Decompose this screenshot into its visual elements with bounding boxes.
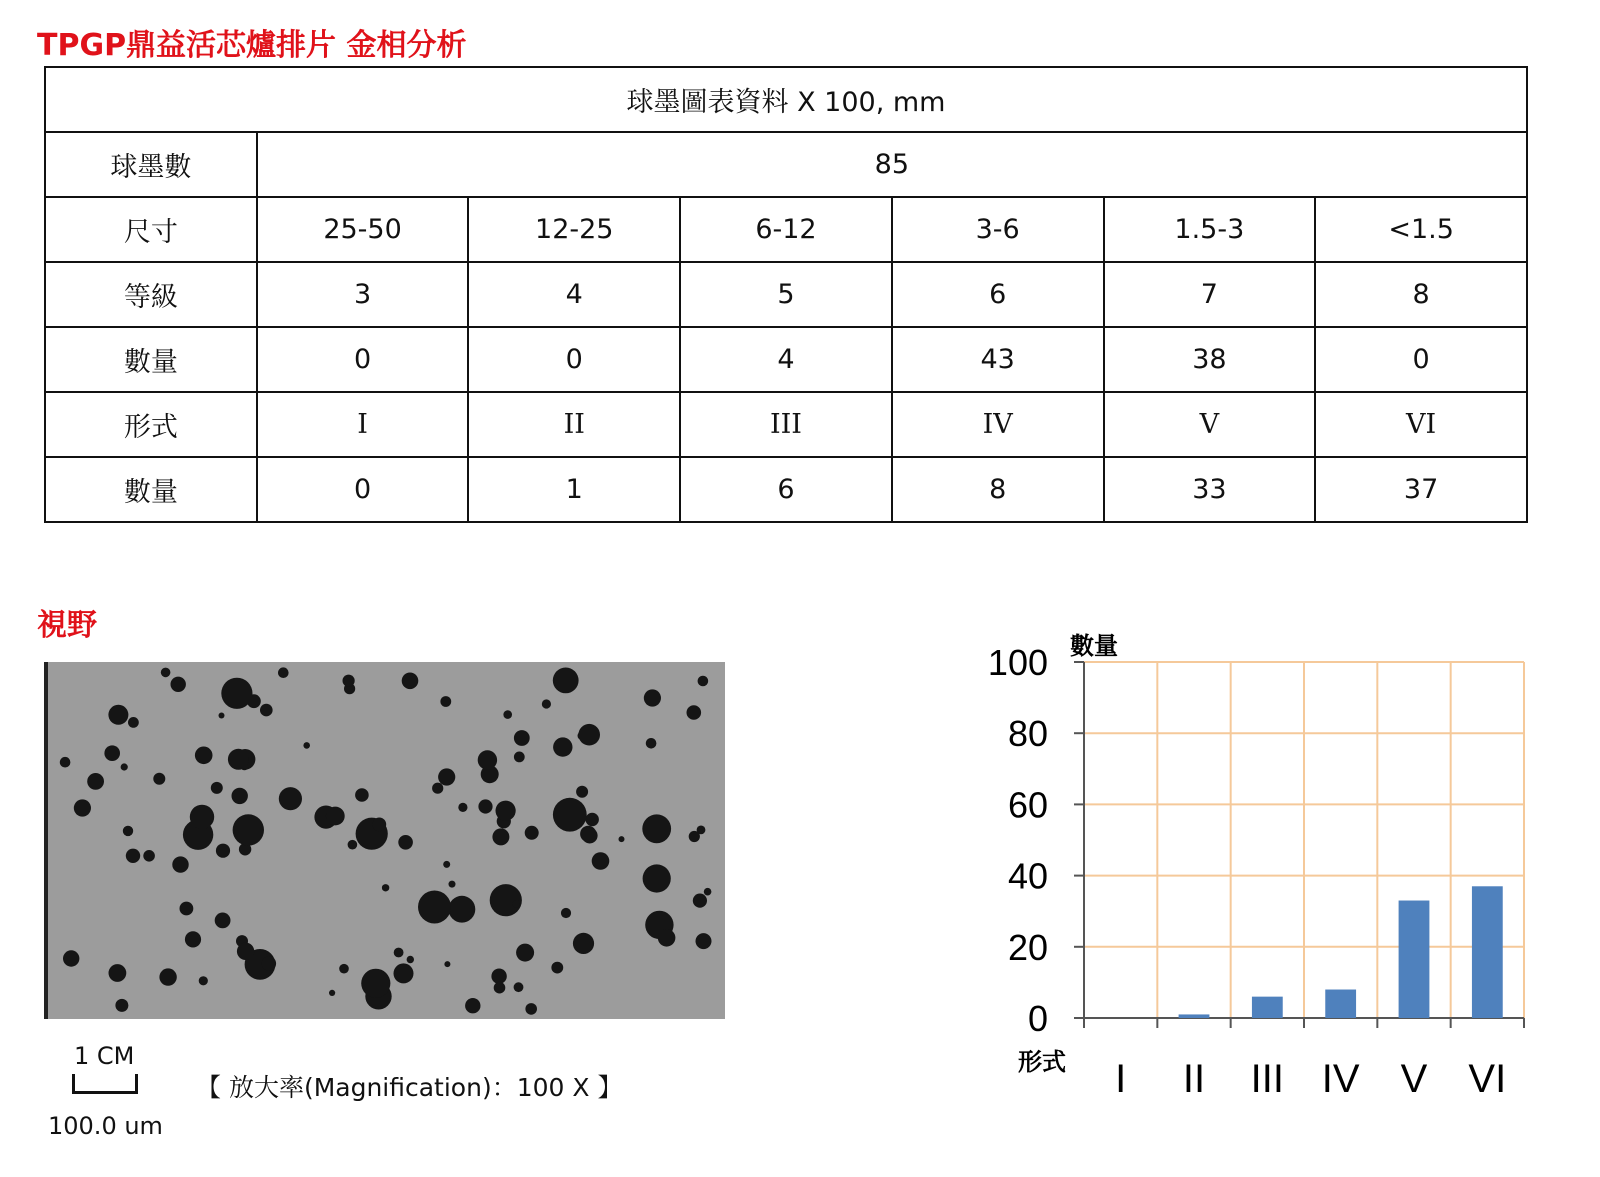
graphite-nodule [355,788,369,802]
row-label: 數量 [45,457,257,522]
table-row [45,327,1527,392]
graphite-nodule [582,828,598,844]
graphite-nodule [398,835,413,850]
graphite-nodule [643,864,671,892]
graphite-nodule [578,724,600,746]
graphite-nodule [211,782,223,794]
graphite-nodule [121,763,128,770]
table-cell: 4 [468,262,680,327]
graphite-nodule [418,891,451,924]
bar-V [1399,901,1430,1018]
table-cell: III [680,392,892,457]
graphite-nodule [219,713,225,719]
table-cell: V [1104,392,1316,457]
table-cell: 7 [1104,262,1316,327]
table-row [45,457,1527,522]
table-header-row [45,67,1527,132]
graphite-nodule [698,676,709,687]
graphite-nodule [525,1003,537,1015]
y-tick-label: 0 [1027,998,1048,1039]
bar-III [1252,997,1283,1018]
table-row [45,197,1527,262]
graphite-nodule [108,705,128,725]
graphite-nodule [172,856,188,872]
table-cell: 6 [892,262,1104,327]
graphite-nodule [561,908,571,918]
y-axis-label: 數量 [1070,632,1118,660]
graphite-nodule [237,943,254,960]
scale-label-top: 1 CM [74,1042,135,1070]
graphite-nodule [465,998,480,1013]
table-cell: 43 [892,327,1104,392]
graphite-nodule [443,861,450,868]
graphite-nodule [153,773,165,785]
y-tick-label: 60 [1007,784,1048,826]
graphite-nodule [199,976,208,985]
graphite-nodule [382,884,389,891]
graphite-nodule [394,963,414,983]
graphite-nodule [491,969,506,984]
row-label: 尺寸 [45,197,257,262]
graphite-nodule [348,840,358,850]
scale-label-bottom: 100.0 um [48,1112,163,1140]
x-tick-label: III [1250,1057,1285,1101]
graphite-nodule [123,826,133,836]
bar-IV [1325,990,1356,1018]
table-cell: 6-12 [680,197,892,262]
graphite-nodule [494,982,506,994]
table-row [45,392,1527,457]
field-of-view-title: 視野 [37,608,97,643]
graphite-nodule [221,678,252,709]
y-tick-label: 40 [1007,855,1048,897]
graphite-nodule [503,710,512,719]
table-row [45,132,1527,197]
graphite-nodule [394,948,404,958]
table-cell: 5 [680,262,892,327]
graphite-nodule [126,849,140,863]
graphite-nodule [63,950,79,966]
graphite-nodule [693,894,707,908]
x-tick-label: II [1182,1057,1206,1101]
table-cell: 3 [257,262,469,327]
bar-VI [1472,886,1503,1018]
y-tick-label: 80 [1007,713,1048,755]
graphite-nodule [228,749,249,770]
graphite-nodule [104,745,120,761]
micrograph-image [44,662,725,1019]
graphite-nodule [586,813,599,826]
table-header: 球墨圖表資料 X 100, mm [45,67,1527,132]
x-tick-label: I [1115,1057,1127,1101]
graphite-nodule [128,717,139,728]
graphite-nodule [159,968,176,985]
graphite-nodule [449,896,476,923]
table-cell: I [257,392,469,457]
graphite-nodule [329,990,335,996]
graphite-nodule [553,668,579,694]
table-cell: IV [892,392,1104,457]
graphite-nodule [232,788,248,804]
graphite-nodule [525,826,539,840]
table-cell: <1.5 [1315,197,1527,262]
table-cell: 0 [1315,327,1527,392]
table-cell: 1.5-3 [1104,197,1316,262]
table-cell: 1 [468,457,680,522]
graphite-nodule [339,964,349,974]
table-cell: II [468,392,680,457]
graphite-nodule [87,773,104,790]
row-label: 數量 [45,327,257,392]
table-row [45,262,1527,327]
graphite-nodule [195,747,213,765]
x-tick-label: IV [1321,1057,1360,1101]
table-cell: 37 [1315,457,1527,522]
table-cell: 0 [257,457,469,522]
y-tick-label: 20 [1007,926,1048,968]
scale-bar-icon [72,1074,138,1094]
graphite-nodule [115,999,128,1012]
graphite-nodule [60,757,71,768]
graphite-nodule [512,900,520,908]
graphite-nodule [496,801,516,821]
x-tick-label: VI [1468,1057,1507,1101]
graphite-nodule [440,696,451,707]
graphite-nodule [619,836,625,842]
table-cell: 8 [1315,262,1527,327]
graphite-nodule [642,814,671,843]
graphite-nodule [478,750,497,769]
graphite-nodule [689,831,700,842]
graphite-nodule [161,668,171,678]
graphite-nodule [542,699,551,708]
graphite-nodule [407,956,414,963]
graphite-nodule [687,705,702,720]
table-cell: 0 [257,327,469,392]
table-cell: 4 [680,327,892,392]
table-cell: 6 [680,457,892,522]
graphite-nodule [185,931,201,947]
table-cell: 0 [468,327,680,392]
graphite-data-table [44,66,1528,523]
row-label: 形式 [45,392,257,457]
graphite-nodule [704,888,712,896]
bar-II [1179,1014,1210,1018]
table-cell: 38 [1104,327,1316,392]
graphite-nodule [514,730,530,746]
magnification-label: 【 放大率(Magnification)：100 X 】 [196,1073,623,1102]
graphite-nodule [215,913,231,929]
graphite-nodule [343,675,355,687]
table-cell: 8 [892,457,1104,522]
graphite-nodule [326,807,345,826]
graphite-nodule [553,798,587,832]
graphite-nodule [576,786,588,798]
page-title: TPGP鼎益活芯爐排片 金相分析 [37,28,467,63]
graphite-nodule [260,704,273,717]
graphite-nodule [449,881,456,888]
graphite-nodule [444,961,450,967]
row-label: 等級 [45,262,257,327]
table-cell: 12-25 [468,197,680,262]
graphite-nodule [402,673,419,690]
graphite-nodule [478,799,492,813]
table-cell: 3-6 [892,197,1104,262]
graphite-nodule [514,752,525,763]
x-axis-label: 形式 [1018,1048,1066,1076]
graphite-nodule [646,738,657,749]
graphite-nodule [262,956,276,970]
graphite-nodule [372,818,386,832]
graphite-nodule [233,814,264,845]
x-tick-label: V [1400,1057,1428,1101]
graphite-nodule [438,768,455,785]
graphite-nodule [278,667,289,678]
graphite-nodule [74,799,91,816]
graphite-nodule [658,929,676,947]
graphite-nodule [696,933,712,949]
bar-chart [960,620,1560,1110]
graphite-nodule [216,844,230,858]
graphite-nodule [109,964,127,982]
graphite-nodule [553,737,572,756]
graphite-nodule [592,852,610,870]
graphite-nodule [361,969,390,998]
graphite-nodule [432,783,443,794]
graphite-nodule [171,677,186,692]
table-cell: 25-50 [257,197,469,262]
graphite-nodule [516,944,534,962]
graphite-nodule [303,742,310,749]
nodule-count-value: 85 [257,132,1527,197]
graphite-nodule [551,962,563,974]
graphite-nodule [492,828,509,845]
graphite-nodule [644,689,661,706]
graphite-nodule [458,803,467,812]
graphite-nodule [180,902,194,916]
graphite-nodule [279,787,302,810]
table-cell: 33 [1104,457,1316,522]
graphite-nodule [143,850,155,862]
y-tick-label: 100 [987,642,1048,683]
graphite-nodule [573,933,594,954]
graphite-nodule [190,805,214,829]
row-label: 球墨數 [45,132,257,197]
table-cell: VI [1315,392,1527,457]
graphite-nodule [514,982,524,992]
